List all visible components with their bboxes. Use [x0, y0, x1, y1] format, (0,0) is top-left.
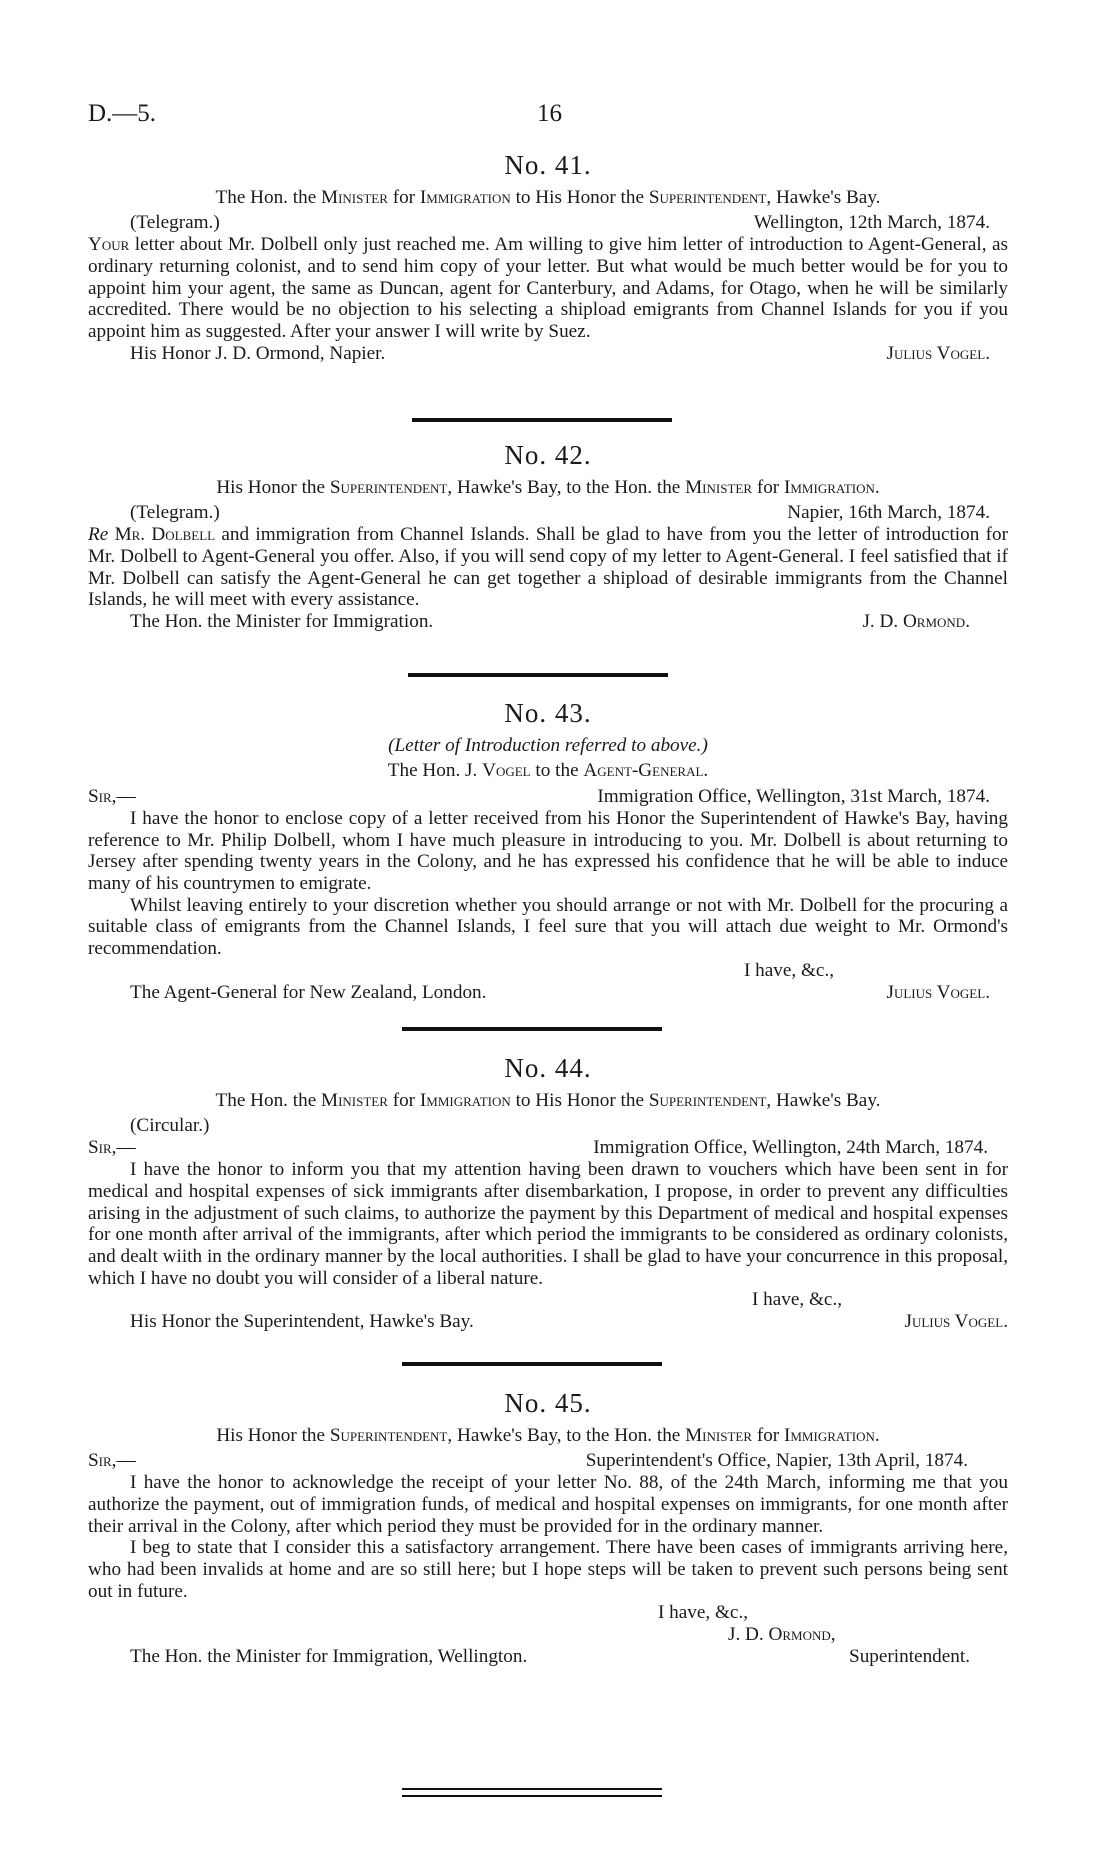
closing: I have, &c., [658, 1602, 749, 1624]
title-part: . [874, 476, 880, 498]
dateline [88, 212, 1008, 234]
place-date: Immigration Office, Wellington, 31st March, 1874. [597, 785, 990, 807]
document-reference: D.—5. [88, 100, 157, 127]
message-type: (Telegram.) [130, 212, 220, 234]
document-number: No. 43. [504, 698, 592, 728]
section-divider [402, 1027, 662, 1031]
title-part: . [703, 760, 709, 782]
closing: I have, &c., [744, 959, 835, 981]
signature-line [88, 343, 1008, 365]
document-no-42 [88, 440, 1008, 633]
title-part: Superintendent [329, 476, 448, 498]
re-name: Mr. Dolbell [114, 524, 216, 546]
addressee: The Agent-General for New Zealand, London. [130, 981, 487, 1003]
title-part: Minister [321, 186, 388, 208]
title-part: Vogel [482, 760, 531, 782]
signer: J. D. Ormond, [728, 1624, 836, 1646]
title-part: Immigration [783, 476, 875, 498]
signer-line [88, 1624, 1008, 1646]
title-part: for [752, 1424, 784, 1446]
dateline [88, 786, 1008, 808]
title-part: Minister [685, 1424, 753, 1446]
document-title [88, 187, 1008, 209]
title-part: to His Honor the [510, 186, 649, 208]
addressee: The Hon. the Minister for Immigration, Wellington. [130, 1646, 528, 1668]
body-paragraph [88, 234, 1008, 342]
closing-line [88, 960, 1008, 982]
salutation: Sir,— [88, 785, 136, 807]
title-part: Immigration [783, 1424, 875, 1446]
body-text: letter about Mr. Dolbell only just reached me. Am willing to give him letter of introduction to Agent-General, as ordinary returning colonist, and to send him copy of your letter. But what would be much better would be for you to appoint him your agent, the same as Duncan, agent for Canterbury, and Adams, for Otago, when he will be similarly accredited. There would be no objection to his selecting a shipload emigrants from Channel Islands for you if you appoint him as suggested. After your answer I will write by Suez. [88, 234, 1008, 342]
signature-line [88, 611, 1008, 633]
title-part: The Hon. the [215, 1089, 322, 1111]
document-number: No. 44. [504, 1053, 592, 1083]
title-part: to His Honor the [510, 1089, 649, 1111]
signer: Julius Vogel. [886, 342, 990, 364]
salutation: Sir,— [88, 1137, 136, 1159]
addressee: His Honor J. D. Ormond, Napier. [130, 342, 386, 364]
document-number: No. 45. [504, 1388, 592, 1418]
title-part: Minister [321, 1089, 388, 1111]
signature-line [88, 1311, 1008, 1333]
title-part: Superintendent [648, 1089, 767, 1111]
title-part: for [387, 186, 420, 208]
addressee: The Hon. the Minister for Immigration. [130, 610, 434, 632]
document-title [88, 477, 1008, 499]
section-divider [412, 418, 672, 422]
body-paragraph: I have the honor to enclose copy of a letter received from his Honor the Superintendent of Hawke's Bay, having reference to Mr. Philip Dolbell, whom I have much pleasure in introducing to you. Mr. Dolbell is about returning to Jersey after spending twenty years in the Colony, and he has expressed his confidence that he will be able to induce many of his countrymen to emigrate. [88, 807, 1008, 894]
title-part: , Hawke's Bay. [766, 1089, 881, 1111]
re-label: Re [88, 524, 109, 546]
document-no-45 [88, 1388, 1008, 1668]
body-paragraph [88, 524, 1008, 611]
title-part: , Hawke's Bay. [766, 186, 881, 208]
body-paragraph: I have the honor to inform you that my attention having been drawn to vouchers which have been sent in for medical and hospital expenses of sick immigrants after disembarkation, I propose, in order to prevent any difficulties arising in the adjustment of such claims, to authorize the payment by this Department of medical and hospital expenses for one month after arrival of the immigrants, after which period the immigrants to be considered as ordinary colonists, and dealt wiith in the ordinary manner by the local authorities. I shall be glad to have your concurrence in this proposal, which I have no doubt you will consider of a liberal nature. [88, 1159, 1008, 1289]
title-part: The Hon. the [215, 186, 322, 208]
signature-line [88, 982, 1008, 1004]
body-paragraph: Whilst leaving entirely to your discretion whether you should arrange or not with Mr. Dolbell for the procuring a suitable class of emigrants from the Channel Islands, I feel sure that you will attach due weight to Mr. Ormond's recommendation. [88, 894, 1008, 959]
document-number: No. 41. [504, 150, 592, 180]
dateline [88, 1450, 1008, 1472]
title-part: The Hon. J. [387, 760, 483, 782]
place-date: Superintendent's Office, Napier, 13th April, 1874. [585, 1450, 968, 1472]
section-divider [408, 673, 668, 677]
salutation: Sir,— [88, 1450, 136, 1472]
title-part: , Hawke's Bay, to the Hon. the [447, 1424, 686, 1446]
signature-line [88, 1646, 1008, 1668]
closing-line [88, 1602, 1008, 1624]
document-title [88, 760, 1008, 782]
dateline [88, 1137, 1008, 1159]
end-rule-top [402, 1788, 662, 1790]
title-part: for [752, 476, 784, 498]
section-divider [402, 1362, 662, 1366]
message-type-line [88, 1115, 1008, 1137]
title-part: for [387, 1089, 420, 1111]
message-type: (Telegram.) [130, 502, 220, 524]
title-part: Immigration [419, 1089, 511, 1111]
body-paragraph: I beg to state that I consider this a satisfactory arrangement. There have been cases of immigrants arriving here, who had been invalids at home and are so still here; but I hope steps will be taken to prevent such persons being sent out in future. [88, 1537, 1008, 1602]
document-no-41 [88, 150, 1008, 365]
dateline [88, 502, 1008, 524]
lead-word: Your [88, 234, 130, 256]
title-part: Immigration [419, 186, 511, 208]
addressee: His Honor the Superintendent, Hawke's Bay. [130, 1311, 474, 1333]
closing: I have, &c., [752, 1289, 843, 1311]
document-title [88, 1090, 1008, 1112]
place-date: Immigration Office, Wellington, 24th March, 1874. [593, 1137, 988, 1159]
document-subtitle: (Letter of Introduction referred to above.) [388, 734, 708, 756]
title-part: Superintendent [329, 1424, 448, 1446]
signer: Julius Vogel. [904, 1311, 1008, 1333]
signer-title: Superintendent. [849, 1646, 970, 1668]
title-part: , Hawke's Bay, to the Hon. the [447, 476, 686, 498]
body-text: and immigration from Channel Islands. Shall be glad to have from you the letter of introduction for Mr. Dolbell to Agent-General you offer. Also, if you will send copy of my letter to Agent-General. I feel satisfied that if Mr. Dolbell can satisfy the Agent-General he can get together a shipload of desirable immigrants from the Channel Islands, he will meet with every assistance. [88, 524, 1008, 611]
document-number: No. 42. [504, 440, 592, 470]
page-number: 16 [537, 100, 562, 127]
closing-line [88, 1289, 1008, 1311]
document-no-44 [88, 1053, 1008, 1333]
title-part: Agent-General [583, 760, 704, 782]
title-part: His Honor the [216, 476, 330, 498]
document-title [88, 1425, 1008, 1447]
title-part: Superintendent [648, 186, 767, 208]
place-date: Napier, 16th March, 1874. [787, 502, 990, 524]
end-rule-bottom [402, 1795, 662, 1797]
signer: Julius Vogel. [886, 981, 990, 1003]
title-part: . [874, 1424, 880, 1446]
title-part: to the [530, 760, 584, 782]
body-paragraph: I have the honor to acknowledge the receipt of your letter No. 88, of the 24th March, informing me that you authorize the payment, out of immigration funds, of medical and hospital expenses on immigrants, for one month after their arrival in the Colony, after which period they must be provided for in the ordinary manner. [88, 1472, 1008, 1537]
signer: J. D. Ormond. [862, 610, 970, 632]
title-part: Minister [685, 476, 753, 498]
document-no-43 [88, 698, 1008, 1004]
place-date: Wellington, 12th March, 1874. [753, 212, 990, 234]
message-type: (Circular.) [130, 1115, 210, 1137]
title-part: His Honor the [216, 1424, 330, 1446]
